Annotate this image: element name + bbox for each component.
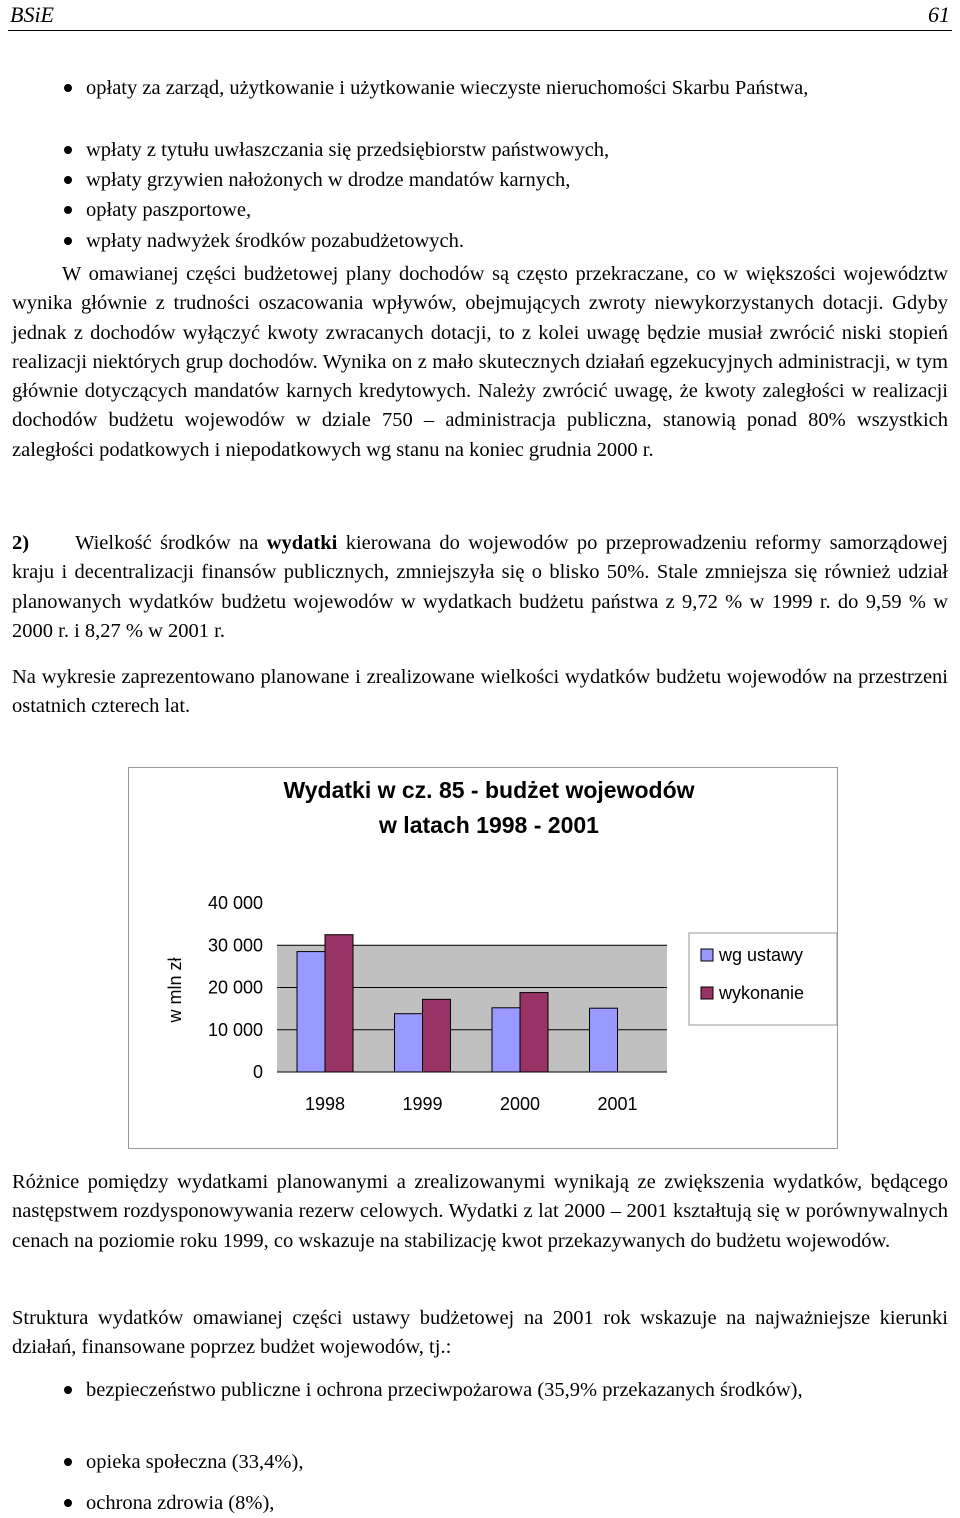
list-item — [12, 195, 948, 225]
x-tick-label: 1998 — [304, 1094, 346, 1114]
page-header — [8, 0, 952, 31]
list-item — [12, 1375, 948, 1405]
list-item-text: wpłaty nadwyżek środków pozabudżetowych. — [86, 230, 464, 252]
paragraph-text-start: Wielkość środków na — [75, 532, 259, 554]
list-item — [12, 1447, 948, 1477]
list-item-text: wpłaty grzywien nałożonych w drodze mandatów karnych, — [86, 169, 571, 191]
bullet-icon — [64, 237, 72, 245]
page-number: 61 — [928, 2, 950, 27]
bullet-icon — [64, 1458, 72, 1466]
bullet-icon — [64, 84, 72, 92]
paragraph-text-rest: kierowana do wojewodów po przeprowadzeniu reformy samorządowej kraju i decentralizacji finansów publicznych, zmniejszyła się o blisko 50%. Stale zmniejsza się również udział planowanych wydatków budżetu wojewodów w wydatkach budżetu państwa z 9,72 % w 1999 r. do 9,59 % w 2000 r. i 8,27 % w 2001 r. — [12, 532, 948, 642]
bar-executed — [423, 999, 451, 1072]
legend-label: wykonanie — [719, 983, 805, 1003]
legend-label: wg ustawy — [719, 945, 804, 965]
list-item-text: opłaty za zarząd, użytkowanie i użytkowanie wieczyste nieruchomości Skarbu Państwa, — [86, 77, 809, 99]
y-tick-label: 20 000 — [207, 977, 263, 998]
bar-planned — [297, 952, 325, 1072]
y-axis-label: w mln zł — [165, 957, 185, 1023]
bar-executed — [520, 993, 548, 1072]
y-tick-label: 0 — [252, 1062, 263, 1082]
bullet-icon — [64, 1499, 72, 1507]
list-item-text: bezpieczeństwo publiczne i ochrona przeciwpożarowa (35,9% przekazanych środków), — [86, 1379, 803, 1401]
list-item — [12, 165, 948, 195]
chart-title: Wydatki w cz. 85 - budżet wojewodów — [283, 777, 695, 803]
y-tick-label: 40 000 — [207, 893, 263, 913]
header-journal-abbrev: BSiE — [10, 2, 54, 27]
bullet-icon — [64, 1386, 72, 1394]
list-item-text: wpłaty z tytułu uwłaszczania się przedsiębiorstw państwowych, — [86, 139, 610, 161]
bar-planned — [395, 1014, 423, 1072]
y-tick-label: 30 000 — [207, 935, 263, 956]
bullet-icon — [64, 176, 72, 184]
bar-planned — [492, 1008, 520, 1072]
chart-subtitle: w latach 1998 - 2001 — [379, 812, 599, 838]
plot-area — [208, 893, 667, 1114]
chart-legend — [689, 933, 837, 1025]
list-item — [12, 1488, 948, 1518]
list-item-text: opłaty paszportowe, — [86, 199, 252, 221]
expenditure-chart — [128, 767, 838, 1149]
y-tick-label: 10 000 — [207, 1019, 263, 1040]
bar-executed — [325, 935, 353, 1072]
paragraph-revenues: W omawianej części budżetowej plany dochodów są często przekraczane, co w większości województw wynika głównie z trudności oszacowania wpływów, obejmujących zwroty niewykorzystanych dotacji. Gdyby jednak z dochodów wyłączyć kwoty zwracanych dotacji, to z kolei uwagę będzie musiał zwrócić niski stopień realizacji niektórych grup dochodów. Wynika on z mało skutecznych działań egzekucyjnych administracji, w tym głównie dotyczących mandatów karnych kredytowych. Należy zwrócić uwagę, że kwoty zaległości w realizacji dochodów budżetu wojewodów w dziale 750 – administracja publiczna, stanowią ponad 80% wszystkich zaległości podatkowych i niepodatkowych wg stanu na koniec grudnia 2000 r. — [12, 263, 948, 461]
bar-planned — [590, 1008, 618, 1072]
x-tick-label: 2001 — [597, 1094, 638, 1114]
legend-swatch — [701, 949, 713, 961]
list-item-text: opieka społeczna (33,4%), — [86, 1451, 304, 1473]
bullet-icon — [64, 146, 72, 154]
x-tick-label: 1999 — [402, 1094, 443, 1114]
paragraph-differences: Różnice pomiędzy wydatkami planowanymi a zrealizowanymi wynikają ze zwiększenia wydatków, będącego następstwem rozdysponowywania rezerw celowych. Wydatki z lat 2000 – 2001 kształtują się w porównywalnych cenach na poziomie roku 1999, co wskazuje na stabilizację kwot przekazywanych do budżetu wojewodów. — [12, 1171, 948, 1252]
chart-canvas — [129, 768, 839, 1150]
x-tick-label: 2000 — [499, 1094, 541, 1114]
emphasis-wydatki: wydatki — [266, 532, 338, 554]
paragraph-expenditures — [12, 529, 948, 646]
list-item — [12, 73, 948, 103]
paragraph-structure: Struktura wydatków omawianej części ustawy budżetowej na 2001 rok wskazuje na najważniejsze kierunki działań, finansowane poprzez budżet wojewodów, tj.: — [12, 1307, 948, 1359]
list-item — [12, 135, 948, 165]
list-item — [12, 226, 948, 256]
legend-swatch — [701, 987, 713, 999]
paragraph-number: 2) — [12, 532, 30, 554]
list-item-text: ochrona zdrowia (8%), — [86, 1492, 275, 1514]
bullet-icon — [64, 206, 72, 214]
paragraph-chart-intro: Na wykresie zaprezentowano planowane i zrealizowane wielkości wydatków budżetu wojewodów na przestrzeni ostatnich czterech lat. — [12, 666, 948, 718]
